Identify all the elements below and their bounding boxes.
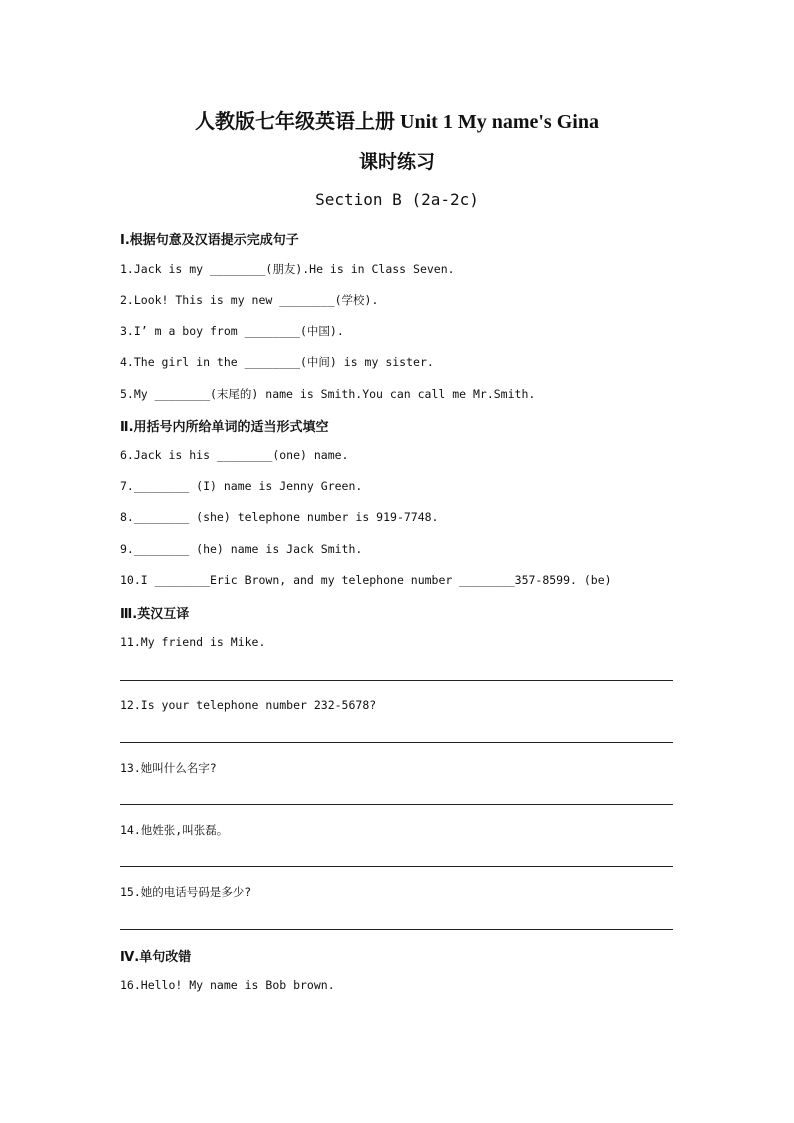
answer-line [120, 742, 673, 743]
question-11: 11.My friend is Mike. [120, 635, 266, 649]
question-6: 6.Jack is his ________(one) name. [120, 448, 349, 462]
question-13: 13.她叫什么名字? [120, 761, 217, 775]
question-14: 14.他姓张,叫张磊。 [120, 823, 229, 837]
section-label: Section B (2a-2c) [315, 190, 479, 209]
question-8: 8.________ (she) telephone number is 919-7748. [120, 510, 439, 524]
page-subtitle: 课时练习 [358, 152, 435, 173]
question-12: 12.Is your telephone number 232-5678? [120, 698, 377, 712]
question-16: 16.Hello! My name is Bob brown. [120, 978, 335, 992]
answer-line [120, 866, 673, 867]
question-3: 3.I’ m a boy from ________(中国). [120, 324, 344, 338]
part-1-heading: Ⅰ.根据句意及汉语提示完成句子 [120, 233, 299, 248]
question-2: 2.Look! This is my new ________(学校). [120, 293, 379, 307]
question-9: 9.________ (he) name is Jack Smith. [120, 542, 363, 556]
answer-line [120, 804, 673, 805]
question-5: 5.My ________(末尾的) name is Smith.You can call me Mr.Smith. [120, 387, 536, 401]
question-4: 4.The girl in the ________(中间) is my sister. [120, 355, 434, 369]
question-10: 10.I ________Eric Brown, and my telephone number ________357-8599. (be) [120, 573, 612, 587]
answer-line [120, 680, 673, 681]
answer-line [120, 929, 673, 930]
part-3-heading: Ⅲ.英汉互译 [120, 607, 190, 622]
question-7: 7.________ (I) name is Jenny Green. [120, 479, 363, 493]
part-2-heading: Ⅱ.用括号内所给单词的适当形式填空 [120, 420, 329, 435]
question-15: 15.她的电话号码是多少? [120, 885, 252, 899]
part-4-heading: Ⅳ.单句改错 [120, 950, 192, 965]
question-1: 1.Jack is my ________(朋友).He is in Class Seven. [120, 262, 455, 276]
page-title: 人教版七年级英语上册 Unit 1 My name's Gina [195, 111, 599, 133]
